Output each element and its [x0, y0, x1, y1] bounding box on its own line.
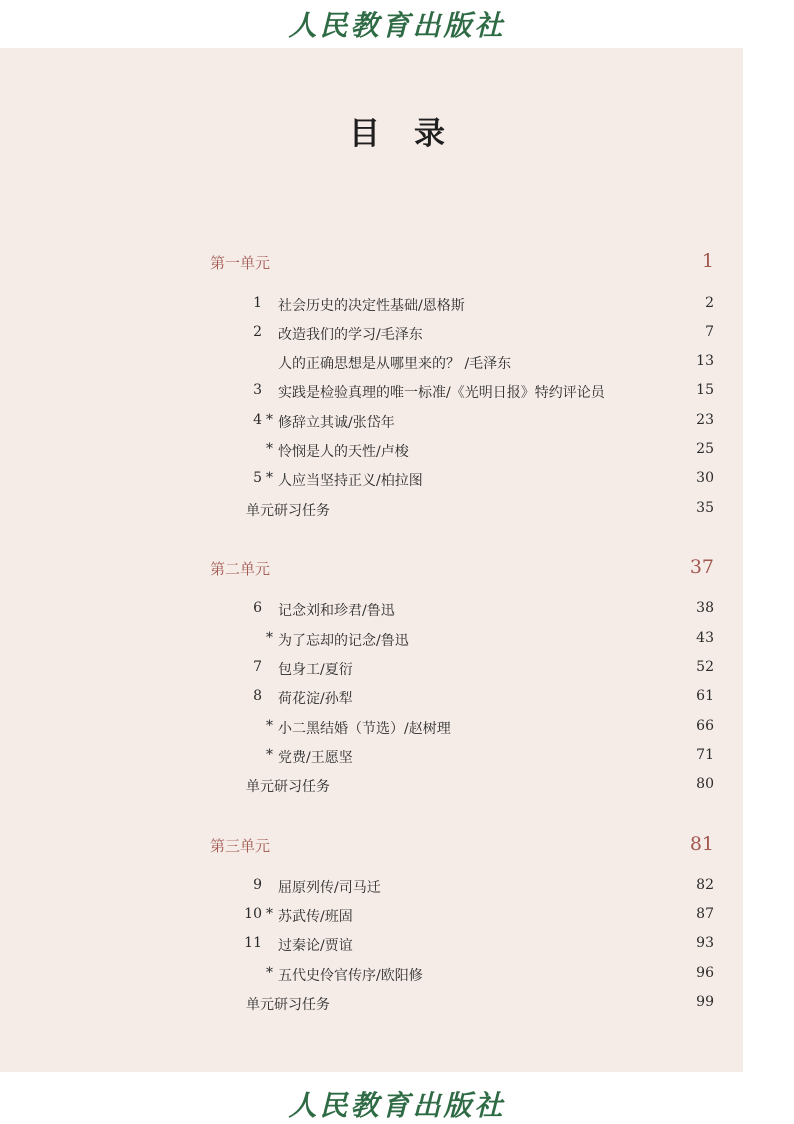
toc-entry[interactable] [210, 747, 714, 767]
entry-number: 4 [253, 412, 262, 428]
toc-entry[interactable] [210, 470, 714, 490]
entry-page: 71 [696, 747, 714, 763]
toc-entry[interactable] [210, 877, 714, 897]
toc-entry[interactable] [210, 688, 714, 708]
entry-title: 党费/王愿坚 [278, 750, 353, 766]
toc-entry[interactable] [210, 630, 714, 650]
entry-page: 93 [696, 935, 714, 951]
entry-page: 25 [696, 441, 714, 457]
entry-page: 38 [696, 600, 714, 616]
unit-task-entry[interactable] [210, 500, 714, 520]
entry-number: 5 [253, 470, 262, 486]
task-page: 99 [696, 994, 714, 1010]
entry-title: 修辞立其诚/张岱年 [278, 415, 395, 431]
optional-marker: * [266, 747, 273, 763]
publisher-logo-bottom: 人民教育出版社 [288, 1089, 506, 1122]
entry-page: 96 [696, 965, 714, 981]
entry-number: 10 [244, 906, 262, 922]
toc-entry[interactable] [210, 600, 714, 620]
optional-marker: * [266, 470, 273, 486]
entry-page: 61 [696, 688, 714, 704]
toc-entry[interactable] [210, 324, 714, 344]
entry-number: 8 [253, 688, 262, 704]
optional-marker: * [266, 630, 273, 646]
entry-title: 过秦论/贾谊 [278, 938, 353, 954]
entry-number: 1 [253, 295, 262, 311]
publisher-logo-top: 人民教育出版社 [288, 9, 506, 42]
entry-title: 实践是检验真理的唯一标准/《光明日报》特约评论员 [278, 385, 605, 401]
entry-page: 52 [696, 659, 714, 675]
entry-page: 87 [696, 906, 714, 922]
entry-title: 小二黑结婚（节选）/赵树理 [278, 721, 451, 737]
entry-title: 人的正确思想是从哪里来的？ /毛泽东 [278, 356, 512, 372]
task-title: 单元研习任务 [246, 503, 330, 519]
optional-marker: * [266, 906, 273, 922]
entry-page: 13 [696, 353, 714, 369]
unit-heading-label: 第三单元 [210, 837, 271, 855]
task-title: 单元研习任务 [246, 779, 330, 795]
unit-heading-2 [210, 558, 714, 580]
entry-title: 苏武传/班固 [278, 909, 353, 925]
entry-title: 改造我们的学习/毛泽东 [278, 327, 423, 343]
task-title: 单元研习任务 [246, 997, 330, 1013]
entry-number: 11 [244, 935, 262, 951]
optional-marker: * [266, 718, 273, 734]
unit-page-number: 81 [689, 833, 714, 855]
toc-entry[interactable] [210, 965, 714, 985]
entry-page: 23 [696, 412, 714, 428]
entry-title: 屈原列传/司马迁 [278, 880, 381, 896]
unit-page-number: 37 [689, 556, 714, 578]
entry-title: 社会历史的决定性基础/恩格斯 [278, 298, 465, 314]
entry-number: 9 [253, 877, 262, 893]
entry-page: 2 [705, 295, 714, 311]
optional-marker: * [266, 965, 273, 981]
entry-title: 荷花淀/孙犁 [278, 691, 353, 707]
entry-title: 记念刘和珍君/鲁迅 [278, 603, 395, 619]
entry-title: 为了忘却的记念/鲁迅 [278, 633, 409, 649]
optional-marker: * [266, 412, 273, 428]
entry-page: 15 [696, 382, 714, 398]
toc-entry[interactable] [210, 659, 714, 679]
toc-entry[interactable] [210, 718, 714, 738]
unit-heading-3 [210, 835, 714, 857]
optional-marker: * [266, 441, 273, 457]
entry-number: 2 [253, 324, 262, 340]
unit-heading-1 [210, 252, 714, 274]
unit-task-entry[interactable] [210, 776, 714, 796]
toc-entry[interactable] [210, 353, 714, 373]
entry-number: 3 [253, 382, 262, 398]
unit-task-entry[interactable] [210, 994, 714, 1014]
toc-entry[interactable] [210, 382, 714, 402]
entry-title: 怜悯是人的天性/卢梭 [278, 444, 409, 460]
toc-entry[interactable] [210, 295, 714, 315]
entry-page: 43 [696, 630, 714, 646]
task-page: 80 [696, 776, 714, 792]
page-title: 目录 [349, 116, 479, 152]
entry-title: 人应当坚持正义/柏拉图 [278, 473, 423, 489]
entry-page: 82 [696, 877, 714, 893]
entry-page: 7 [705, 324, 714, 340]
toc-entry[interactable] [210, 935, 714, 955]
unit-heading-label: 第一单元 [210, 254, 271, 272]
unit-page-number: 1 [701, 250, 714, 272]
entry-page: 30 [696, 470, 714, 486]
entry-number: 6 [253, 600, 262, 616]
unit-heading-label: 第二单元 [210, 560, 271, 578]
entry-number: 7 [253, 659, 262, 675]
task-page: 35 [696, 500, 714, 516]
toc-entry[interactable] [210, 906, 714, 926]
entry-title: 五代史伶官传序/欧阳修 [278, 968, 423, 984]
toc-entry[interactable] [210, 441, 714, 461]
entry-page: 66 [696, 718, 714, 734]
entry-title: 包身工/夏衍 [278, 662, 353, 678]
toc-entry[interactable] [210, 412, 714, 432]
